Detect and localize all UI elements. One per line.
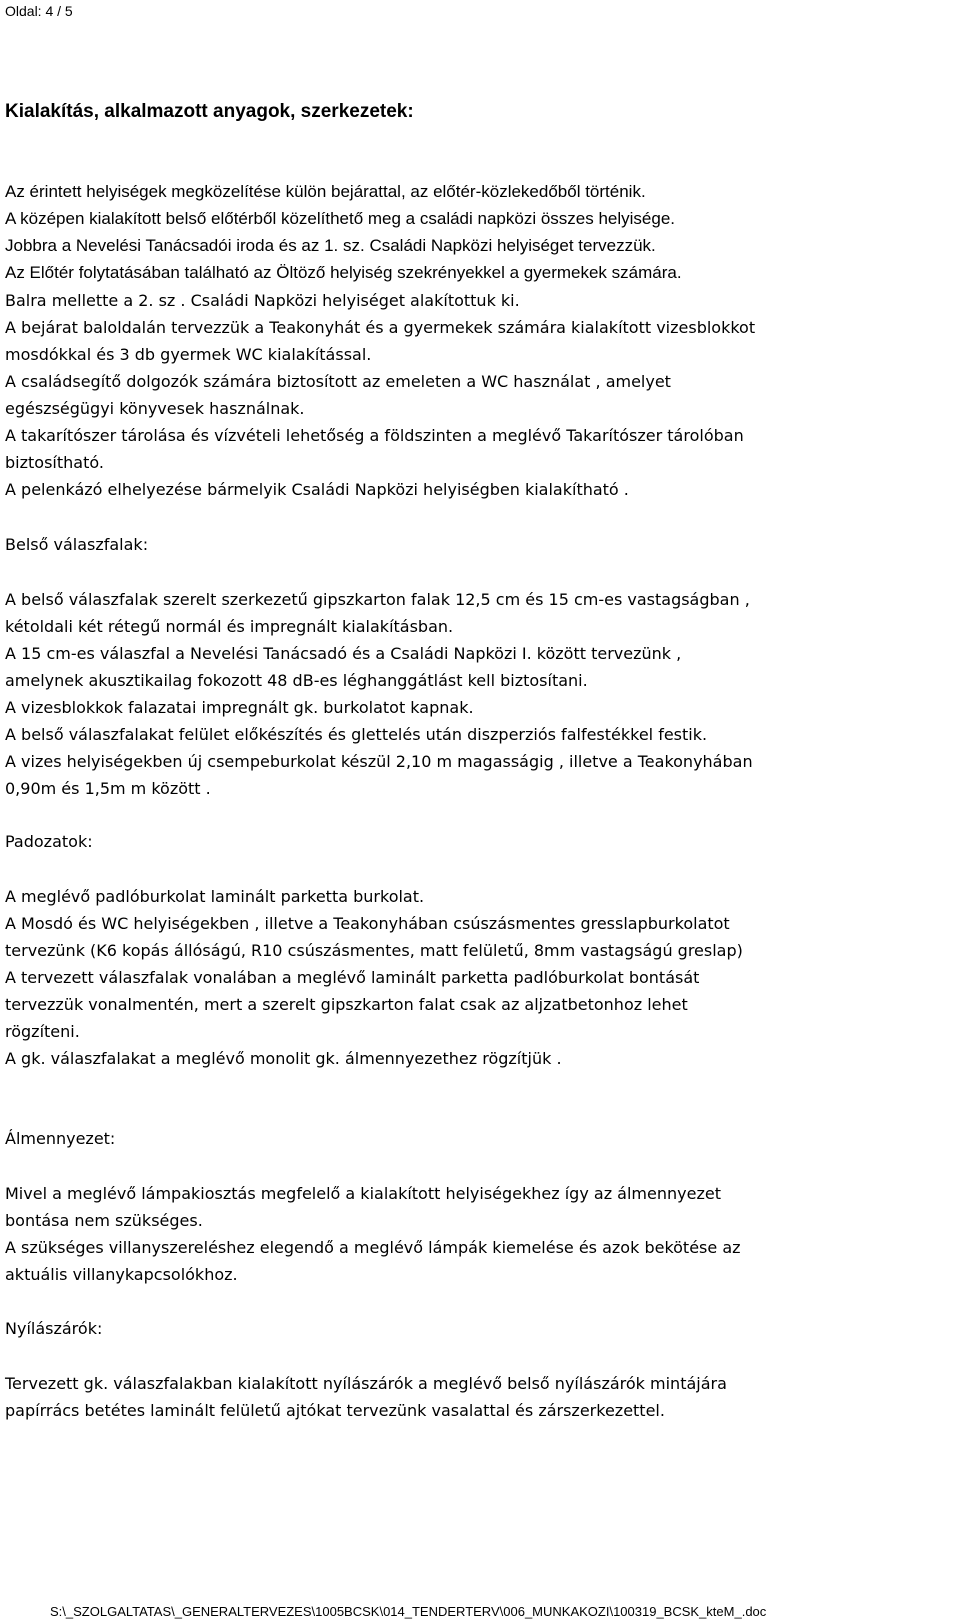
section-body-belso-valaszfalak (5, 586, 950, 802)
document-title: Kialakítás, alkalmazott anyagok, szerkezetek: (5, 101, 414, 122)
text-line: mosdókkal és 3 db gyermek WC kialakítással. (5, 345, 372, 364)
text-line: A tervezett válaszfalak vonalában a meglévő laminált parketta padlóburkolat bontását (5, 968, 700, 987)
text-line: Mivel a meglévő lámpakiosztás megfelelő a kialakított helyiségekhez így az álmennyezet (5, 1184, 721, 1203)
section-body-nyilaszarok (5, 1370, 950, 1424)
section-body-padozatok (5, 883, 950, 1072)
text-line: papírrács betétes laminált felületű ajtókat tervezünk vasalattal és zárszerkezettel. (5, 1401, 665, 1420)
text-line: amelynek akusztikailag fokozott 48 dB-es léghanggátlást kell biztosítani. (5, 671, 588, 690)
section-body-almennyezet (5, 1180, 950, 1288)
page-indicator: Oldal: 4 / 5 (5, 3, 73, 19)
section-heading-belso-valaszfalak: Belső válaszfalak: (5, 535, 149, 554)
text-line: A családsegítő dolgozók számára biztosított az emeleten a WC használat , amelyet (5, 372, 671, 391)
text-line: Jobbra a Nevelési Tanácsadói iroda és az 1. sz. Családi Napközi helyiséget tervezzük. (5, 236, 656, 255)
text-line: A 15 cm-es válaszfal a Nevelési Tanácsadó és a Családi Napközi I. között tervezünk , (5, 644, 682, 663)
intro-paragraph (5, 178, 950, 286)
text-line: kétoldali két rétegű normál és impregnált kialakításban. (5, 617, 454, 636)
text-line: A Mosdó és WC helyiségekben , illetve a Teakonyhában csúszásmentes gresslapburkolatot (5, 914, 730, 933)
text-line: A vizesblokkok falazatai impregnált gk. burkolatot kapnak. (5, 698, 474, 717)
text-line: A pelenkázó elhelyezése bármelyik Családi Napközi helyiségben kialakítható . (5, 480, 629, 499)
text-line: A bejárat baloldalán tervezzük a Teakonyhát és a gyermekek számára kialakított vizesblokkot (5, 318, 756, 337)
text-line: A gk. válaszfalakat a meglévő monolit gk. álmennyezethez rögzítjük . (5, 1049, 562, 1068)
text-line: aktuális villanykapcsolókhoz. (5, 1265, 238, 1284)
text-line: rögzíteni. (5, 1022, 80, 1041)
text-line: Tervezett gk. válaszfalakban kialakított nyílászárók a meglévő belső nyílászárók mintájára (5, 1374, 727, 1393)
text-line: A belső válaszfalakat felület előkészítés és glettelés után diszperziós falfestékkel festik. (5, 725, 708, 744)
text-line: Az Előtér folytatásában található az Öltöző helyiség szekrényekkel a gyermekek számára. (5, 263, 682, 282)
text-line: A vizes helyiségekben új csempeburkolat készül 2,10 m magasságig , illetve a Teakonyhában (5, 752, 753, 771)
text-line: A meglévő padlóburkolat laminált parketta burkolat. (5, 887, 425, 906)
text-line: A belső válaszfalak szerelt szerkezetű gipszkarton falak 12,5 cm és 15 cm-es vastagságban , (5, 590, 750, 609)
intro-paragraph-continued (5, 287, 950, 503)
text-line: bontása nem szükséges. (5, 1211, 203, 1230)
file-path-footer: S:\_SZOLGALTATAS\_GENERALTERVEZES\1005BCSK\014_TENDERTERV\006_MUNKAKOZI\100319_BCSK_kteM_.doc (50, 1604, 767, 1619)
text-line: tervezünk (K6 kopás állóságú, R10 csúszásmentes, matt felületű, 8mm vastagságú greslap) (5, 941, 743, 960)
text-line: tervezzük vonalmentén, mert a szerelt gipszkarton falat csak az aljzatbetonhoz lehet (5, 995, 688, 1014)
text-line: egészségügyi könyvesek használnak. (5, 399, 305, 418)
text-line: A takarítószer tárolása és vízvételi lehetőség a földszinten a meglévő Takarítószer tárolóban (5, 426, 744, 445)
text-line: 0,90m és 1,5m m között . (5, 779, 211, 798)
text-line: Balra mellette a 2. sz . Családi Napközi helyiséget alakítottuk ki. (5, 291, 520, 310)
section-heading-nyilaszarok: Nyílászárók: (5, 1319, 103, 1338)
text-line: Az érintett helyiségek megközelítése külön bejárattal, az előtér-közlekedőből történik. (5, 182, 646, 201)
section-heading-padozatok: Padozatok: (5, 832, 93, 851)
text-line: A szükséges villanyszereléshez elegendő a meglévő lámpák kiemelése és azok bekötése az (5, 1238, 741, 1257)
section-heading-almennyezet: Álmennyezet: (5, 1129, 116, 1148)
text-line: biztosítható. (5, 453, 104, 472)
text-line: A középen kialakított belső előtérből közelíthető meg a családi napközi összes helyisége. (5, 209, 676, 228)
